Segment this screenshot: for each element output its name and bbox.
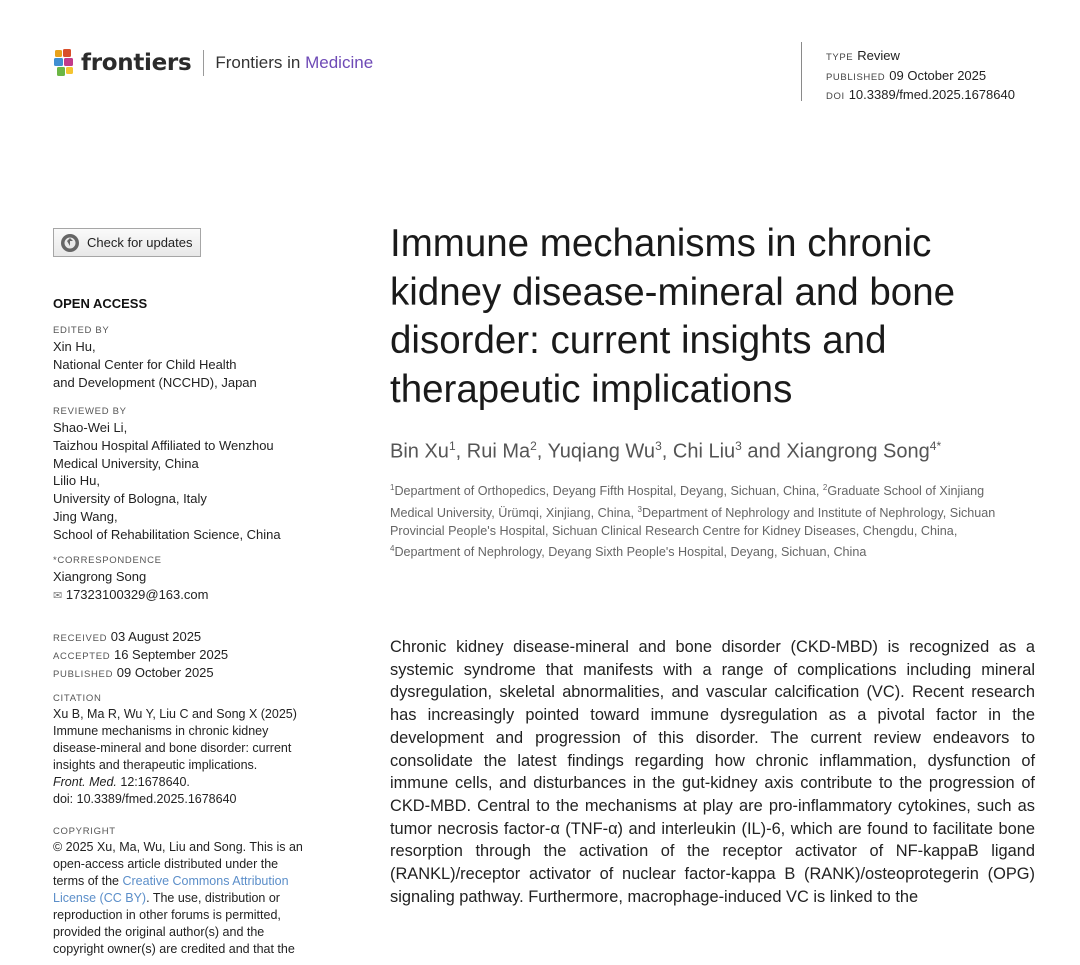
article-meta (826, 47, 1015, 106)
copyright-section (53, 825, 353, 958)
published-date: 09 October 2025 (116, 665, 214, 680)
affiliation-mark: 4 (390, 544, 395, 554)
dates-section (53, 628, 353, 682)
author-affiliation-mark: 4* (929, 439, 942, 453)
license-link[interactable]: License (CC BY) (53, 891, 147, 905)
reviewer-affiliation: School of Rehabilitation Science, China (53, 526, 281, 542)
copyright-line: reproduction in other forums is permitted, (53, 908, 281, 922)
author-separator: and (741, 440, 787, 463)
citation-line: disease-mineral and bone disorder: current (53, 741, 292, 755)
citation-journal: Front. Med. (53, 775, 117, 789)
affiliation-mark: 2 (822, 483, 828, 492)
citation-doi[interactable]: doi: 10.3389/fmed.2025.1678640 (53, 792, 237, 806)
reviewer-name: Lilio Hu, (53, 473, 100, 489)
copyright-line: open-access article distributed under the (53, 857, 279, 871)
open-access-label: OPEN ACCESS (53, 296, 148, 311)
abstract-text: Chronic kidney disease-mineral and bone disorder (CKD-MBD) is recognized as a systemic syndrome that manifests with a range of complications including mineral dysregulation, skeletal abnormalities, and vascular calcification (VC). Recent research has increasingly pointed toward immune dysregulation as a pivotal factor in the development and progression of this disorder. The current review endeavors to consolidate the latest findings regarding how chronic inflammation, dysfunction of immune cells, and disturbances in the gut-kidney axis contribute to the progression of CKD-MBD. Central to the mechanisms at play are pro-inflammatory cytokines, such as tumor necrosis factor-α (TNF-α) and interleukin (IL)-6, which are found to facilitate bone resorption through the activation of the receptor activator of NF-kappaB ligand (RANKL)/receptor activator of nuclear factor-kappa B (RANK)/osteoprotegerin (OPG) signaling pathway. Furthermore, macrophage-induced VC is linked to the (390, 638, 1035, 906)
accepted-date: 16 September 2025 (113, 647, 229, 662)
check-for-updates-label: Check for updates (87, 235, 193, 250)
reviewer-name: Jing Wang, (53, 508, 118, 524)
affiliation-text: Department of Nephrology and Institute of Nephrology, Sichuan Provincial People's Hospital, Sichuan Clinical Research Centre for Kidney Diseases, Chengdu, China, (390, 505, 996, 538)
author-name[interactable]: Rui Ma (466, 440, 531, 463)
reviewer-affiliation: Taizhou Hospital Affiliated to Wenzhou (53, 437, 274, 453)
citation-label: CITATION (53, 693, 102, 704)
edited-by-section (53, 324, 353, 391)
published-label: PUBLISHED (826, 71, 886, 83)
author-affiliation-mark: 3 (655, 439, 662, 453)
author-separator: , (661, 440, 673, 463)
doi-link[interactable]: 10.3389/fmed.2025.1678640 (848, 87, 1015, 102)
email-address[interactable]: 17323100329@163.com (65, 586, 209, 602)
copyright-line: © 2025 Xu, Ma, Wu, Liu and Song. This is an (53, 840, 303, 854)
reviewer-name: Shao-Wei Li, (53, 420, 128, 435)
citation-line: Immune mechanisms in chronic kidney (53, 724, 269, 738)
citation-volume: 12:1678640. (116, 775, 190, 789)
editor-affiliation: National Center for Child Health (53, 356, 237, 372)
accepted-label: ACCEPTED (53, 651, 111, 662)
license-link[interactable]: Creative Commons Attribution (122, 874, 289, 888)
copyright-line: provided the original author(s) and the (53, 925, 265, 939)
editor-name: Xin Hu, (53, 339, 96, 354)
affiliation-text: Department of Orthopedics, Deyang Fifth Hospital, Deyang, Sichuan, China, (394, 484, 823, 499)
mail-icon: ✉ (53, 589, 63, 602)
affiliation-mark: 1 (390, 483, 395, 492)
type-label: TYPE (826, 52, 854, 63)
citation-line: Xu B, Ma R, Wu Y, Liu C and Song X (2025) (53, 707, 297, 721)
editor-affiliation: and Development (NCCHD), Japan (53, 374, 257, 390)
author-name[interactable]: Yuqiang Wu (547, 440, 656, 463)
correspondence-section (53, 554, 353, 606)
copyright-label: COPYRIGHT (53, 826, 116, 837)
author-affiliation-mark: 1 (448, 439, 456, 453)
header-divider (203, 50, 204, 76)
published-value: 09 October 2025 (889, 67, 987, 83)
update-check-icon (60, 233, 80, 253)
copyright-text: . The use, distribution or (146, 891, 280, 905)
author-name[interactable]: Xiangrong Song (786, 440, 930, 463)
type-value: Review (857, 48, 900, 63)
published-label: PUBLISHED (53, 669, 114, 680)
affiliation-mark: 3 (637, 504, 642, 514)
edited-by-label: EDITED BY (53, 325, 110, 336)
author-affiliation-mark: 3 (735, 439, 742, 453)
author-separator: , (455, 440, 467, 463)
copyright-text: terms of the (53, 874, 123, 888)
copyright-line: copyright owner(s) are credited and that the (53, 942, 295, 956)
author-name[interactable]: Chi Liu (672, 440, 736, 463)
journal-prefix: Frontiers in (215, 53, 301, 72)
reviewer-affiliation: University of Bologna, Italy (53, 491, 207, 507)
meta-divider (801, 42, 802, 101)
citation-line: insights and therapeutic implications. (53, 758, 258, 772)
citation-section (53, 692, 353, 808)
affiliations (390, 479, 1010, 562)
correspondence-email[interactable] (53, 586, 353, 606)
correspondence-name: Xiangrong Song (53, 569, 147, 584)
affiliation-text: Graduate School of Xinjiang Medical University, Ürümqi, Xinjiang, China, (390, 484, 985, 520)
received-date: 03 August 2025 (110, 629, 202, 644)
author-list (390, 439, 1050, 464)
author-affiliation-mark: 2 (530, 439, 537, 453)
correspondence-label: *CORRESPONDENCE (53, 555, 162, 566)
check-for-updates-button[interactable] (53, 228, 201, 257)
author-name[interactable]: Bin Xu (390, 440, 449, 463)
affiliation-text: Department of Nephrology, Deyang Sixth People's Hospital, Deyang, Sichuan, China (394, 545, 867, 560)
frontiers-wordmark: frontiers (81, 50, 192, 76)
reviewer-affiliation: Medical University, China (53, 455, 199, 471)
reviewed-by-section (53, 405, 353, 544)
journal-name[interactable] (215, 53, 373, 73)
frontiers-logo[interactable] (52, 48, 373, 78)
doi-label: DOI (826, 91, 845, 102)
reviewed-by-label: REVIEWED BY (53, 406, 127, 417)
article-title: Immune mechanisms in chronic kidney disease-mineral and bone disorder: current insights and therapeutic implications (390, 222, 956, 411)
received-label: RECEIVED (53, 633, 108, 644)
author-separator: , (536, 440, 548, 463)
journal-title: Medicine (305, 53, 374, 72)
frontiers-logo-icon (52, 48, 78, 78)
